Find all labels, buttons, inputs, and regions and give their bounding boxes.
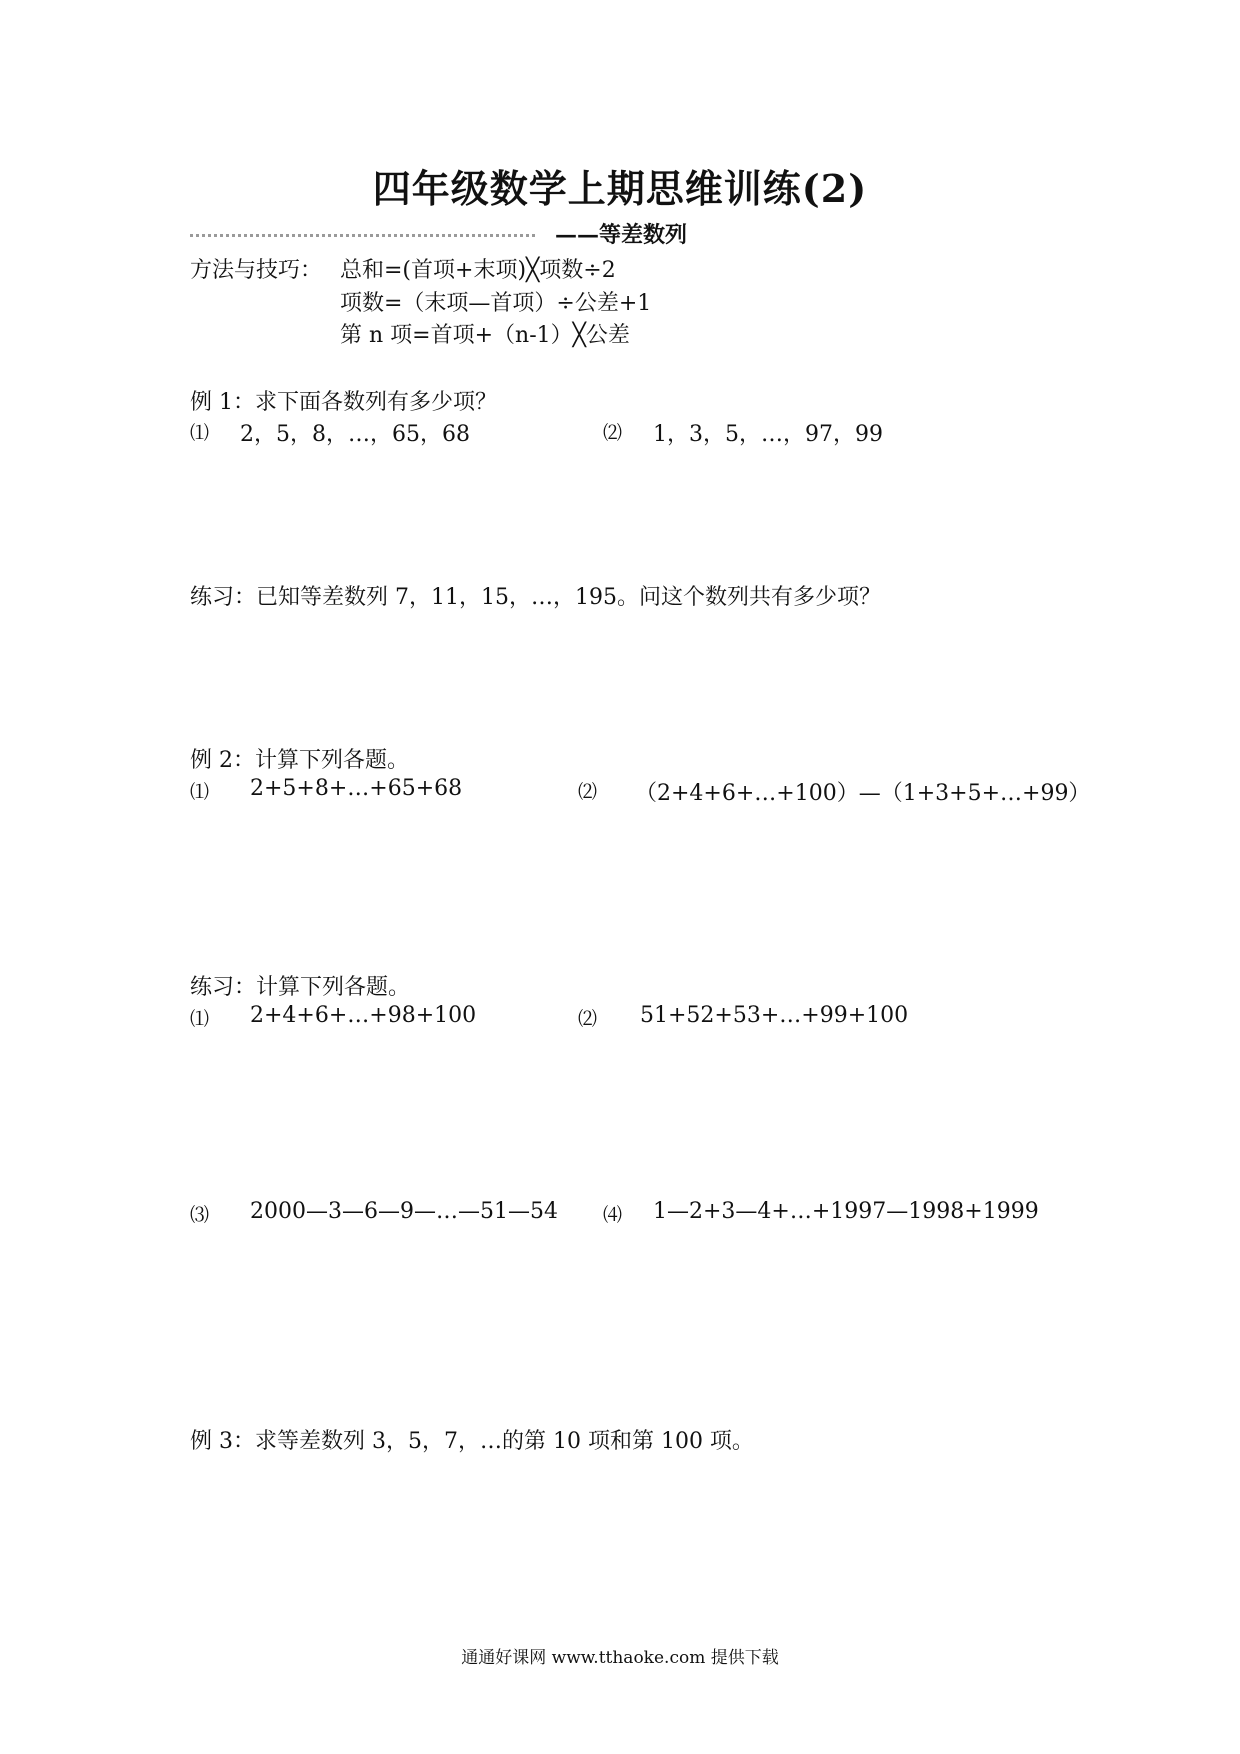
dotted-divider: [190, 228, 535, 237]
example2-item2: （2+4+6+…+100）—（1+3+5+…+99）: [635, 781, 1091, 806]
example1-item1-number: ⑴: [190, 422, 210, 444]
practice2-item1: 2+4+6+…+98+100: [250, 1003, 477, 1028]
practice2-item1-number: ⑴: [190, 1008, 210, 1030]
practice2-item4: 1—2+3—4+…+1997—1998+1999: [653, 1199, 1039, 1224]
practice2-item4-number: ⑷: [603, 1204, 623, 1226]
example2-item2-number: ⑵: [578, 781, 598, 803]
formula-sum: 总和=(首项+末项)╳项数÷2: [340, 258, 616, 283]
page-title: 四年级数学上期思维训练(2): [372, 166, 868, 211]
example1-item2-number: ⑵: [603, 422, 623, 444]
example2-item1: 2+5+8+…+65+68: [250, 776, 463, 801]
footer-credit: 通通好课网 www.tthaoke.com 提供下载: [461, 1648, 779, 1668]
example2-item1-number: ⑴: [190, 781, 210, 803]
subtitle: ——等差数列: [555, 222, 688, 248]
practice2-item3-number: ⑶: [190, 1204, 210, 1226]
practice1-text: 练习：已知等差数列 7，11，15，…，195。问这个数列共有多少项？: [190, 585, 881, 610]
practice2-item2-number: ⑵: [578, 1008, 598, 1030]
methods-label: 方法与技巧：: [190, 258, 323, 283]
example1-heading: 例 1：求下面各数列有多少项？: [190, 390, 497, 415]
example2-heading: 例 2：计算下列各题。: [190, 748, 409, 773]
practice2-item2: 51+52+53+…+99+100: [640, 1003, 909, 1028]
formula-nth-term: 第 n 项=首项+（n-1）╳公差: [340, 323, 630, 348]
practice2-heading: 练习：计算下列各题。: [190, 975, 411, 1000]
example1-item2: 1，3，5，…，97，99: [653, 422, 883, 447]
practice2-item3: 2000—3—6—9—…—51—54: [250, 1199, 558, 1224]
example1-item1: 2，5，8，…，65，68: [240, 422, 470, 447]
example3-text: 例 3：求等差数列 3，5，7，…的第 10 项和第 100 项。: [190, 1429, 754, 1454]
formula-count: 项数=（末项—首项）÷公差+1: [340, 291, 652, 316]
